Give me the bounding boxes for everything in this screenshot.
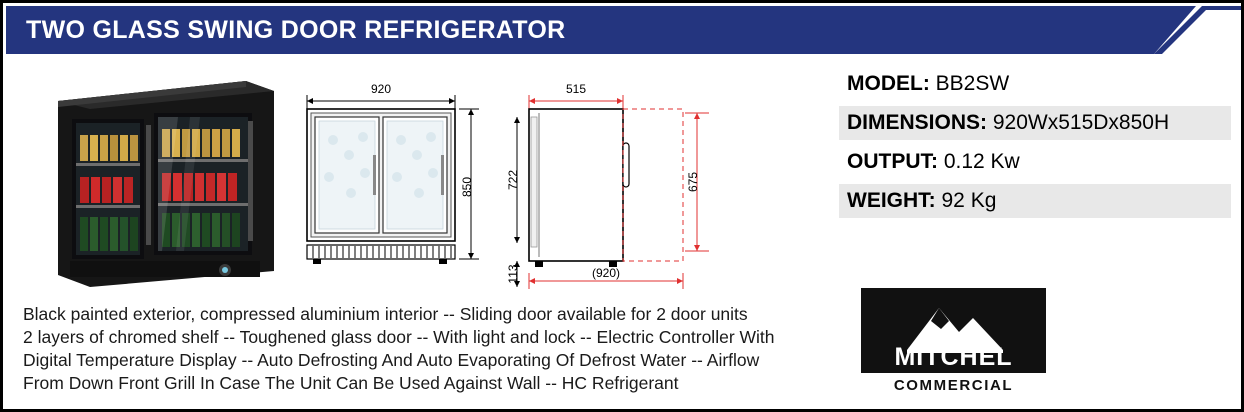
spec-row-weight [839,184,1231,218]
spec-value-weight: 92 Kg [941,189,997,212]
technical-drawings [293,65,743,295]
brand-name: MITCHEL [894,343,1013,371]
description-line: From Down Front Grill In Case The Unit Can Be Used Against Wall -- HC Refrigerant [23,373,679,393]
description-line: Black painted exterior, compressed aluminium interior -- Sliding door available for 2 door units [23,304,748,324]
spec-row-dimensions [839,106,1231,140]
spec-value-model: BB2SW [935,72,1010,95]
description-line: 2 layers of chromed shelf -- Toughened glass door -- With light and lock -- Electric Controller With [23,327,775,347]
product-photo [50,65,280,289]
front-height-dimension: 850 [460,176,474,198]
spec-row-output [839,145,1231,179]
side-height-dimension: 722 [506,169,520,191]
brand-tagline: COMMERCIAL [893,377,1014,394]
spec-value-dimensions: 920Wx515Dx850H [992,111,1170,134]
product-description [23,303,833,395]
side-base-dimension: 113 [506,264,520,284]
specifications-list [839,67,1231,223]
spec-row-model [839,67,1231,101]
front-width-dimension: 920 [370,82,392,96]
spec-label-output: OUTPUT: [847,150,938,173]
description-line: Digital Temperature Display -- Auto Defrosting And Auto Evaporating Of Defrost Water -- Airflow [23,350,760,370]
header-bar [6,6,1244,54]
spec-value-output: 0.12 Kw [943,150,1020,173]
spec-label-model: MODEL: [847,72,930,95]
spec-label-dimensions: DIMENSIONS: [847,111,988,134]
drawings-svg [293,65,743,295]
spec-label-weight: WEIGHT: [847,189,936,212]
side-depth-dimension: 515 [565,82,587,96]
page-title: TWO GLASS SWING DOOR REFRIGERATOR [26,16,566,44]
side-inner-height-dimension: 675 [686,171,700,193]
side-bottom-dimension: (920) [591,266,621,280]
refrigerator-photo-illustration [50,65,280,289]
